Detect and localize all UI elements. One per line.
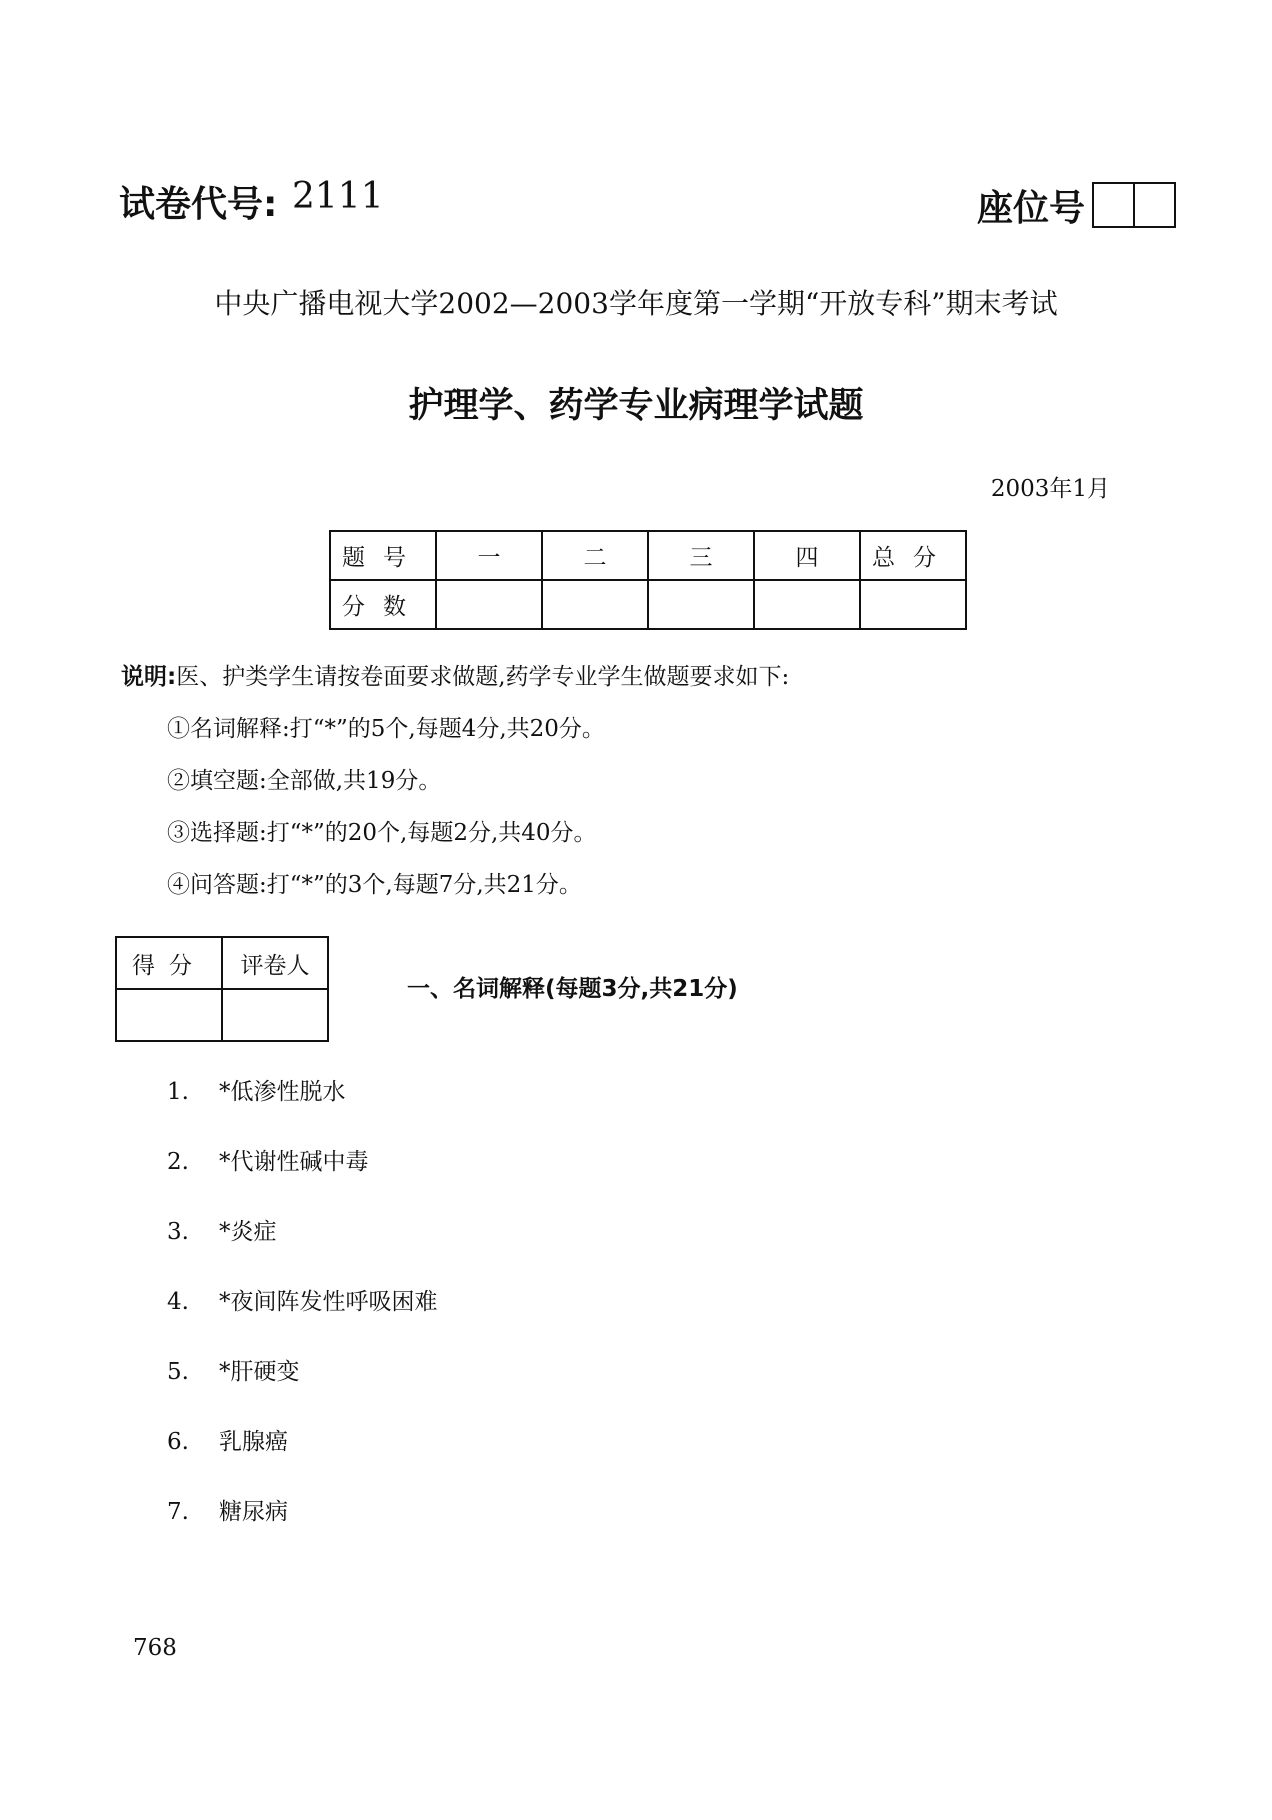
exam-institution-line: 中央广播电视大学2002—2003学年度第一学期“开放专科”期末考试	[214, 287, 1058, 320]
question-text: *肝硬变	[219, 1359, 300, 1385]
score-table-score-row	[330, 580, 966, 629]
question-item	[167, 1213, 277, 1246]
question-number: 2.	[167, 1149, 189, 1175]
question-text: 乳腺癌	[219, 1429, 288, 1455]
score-table-question-label: 题号	[330, 531, 436, 580]
score-table	[329, 530, 967, 630]
seat-number-label: 座位号	[977, 188, 1086, 229]
question-number: 5.	[167, 1359, 189, 1385]
score-table-header-row	[330, 531, 966, 580]
score-table-column-header: 总分	[860, 531, 966, 580]
instructions-label: 说明:	[121, 664, 177, 690]
question-number: 1.	[167, 1079, 189, 1105]
seat-number-box[interactable]	[1133, 184, 1174, 226]
question-text: *炎症	[219, 1219, 277, 1245]
instruction-item: ④问答题:打“*”的3个,每题7分,共21分。	[167, 872, 582, 898]
score-cell[interactable]	[860, 580, 966, 629]
score-table-column-header: 二	[542, 531, 648, 580]
question-item	[167, 1143, 369, 1176]
instruction-item: ①名词解释:打“*”的5个,每题4分,共20分。	[167, 716, 605, 742]
section-score-cell[interactable]	[116, 989, 222, 1041]
exam-date: 2003年1月	[990, 476, 1110, 502]
grader-table-entry-row	[116, 989, 328, 1041]
question-number: 6.	[167, 1429, 189, 1455]
question-item	[167, 1073, 346, 1106]
score-table-score-label: 分数	[330, 580, 436, 629]
page-number: 768	[133, 1635, 177, 1661]
grader-table	[115, 936, 329, 1042]
seat-number-boxes[interactable]	[1092, 182, 1176, 228]
score-cell[interactable]	[436, 580, 542, 629]
grader-table-score-label: 得分	[116, 937, 222, 989]
question-item	[167, 1493, 288, 1526]
instructions-intro-text: 医、护类学生请按卷面要求做题,药学专业学生做题要求如下:	[176, 664, 790, 690]
question-text: *低渗性脱水	[219, 1079, 346, 1105]
score-table-column-header: 一	[436, 531, 542, 580]
score-cell[interactable]	[754, 580, 860, 629]
grader-name-cell[interactable]	[222, 989, 328, 1041]
question-text: *夜间阵发性呼吸困难	[219, 1289, 438, 1315]
grader-table-header-row	[116, 937, 328, 989]
grader-table-grader-label: 评卷人	[222, 937, 328, 989]
question-item	[167, 1423, 288, 1456]
question-number: 7.	[167, 1499, 189, 1525]
question-item	[167, 1283, 438, 1316]
score-cell[interactable]	[648, 580, 754, 629]
question-number: 3.	[167, 1219, 189, 1245]
question-item	[167, 1353, 300, 1386]
instructions-intro	[121, 658, 789, 691]
paper-code-value: 2111	[292, 176, 384, 217]
question-text: *代谢性碱中毒	[219, 1149, 369, 1175]
paper-code-label: 试卷代号:	[119, 184, 278, 225]
section-title: 一、名词解释(每题3分,共21分)	[407, 976, 738, 1002]
instruction-item: ②填空题:全部做,共19分。	[167, 768, 442, 794]
score-table-column-header: 四	[754, 531, 860, 580]
question-text: 糖尿病	[219, 1499, 288, 1525]
score-table-column-header: 三	[648, 531, 754, 580]
instruction-item: ③选择题:打“*”的20个,每题2分,共40分。	[167, 820, 597, 846]
score-cell[interactable]	[542, 580, 648, 629]
question-number: 4.	[167, 1289, 189, 1315]
exam-title: 护理学、药学专业病理学试题	[408, 386, 864, 426]
seat-number-box[interactable]	[1094, 184, 1133, 226]
